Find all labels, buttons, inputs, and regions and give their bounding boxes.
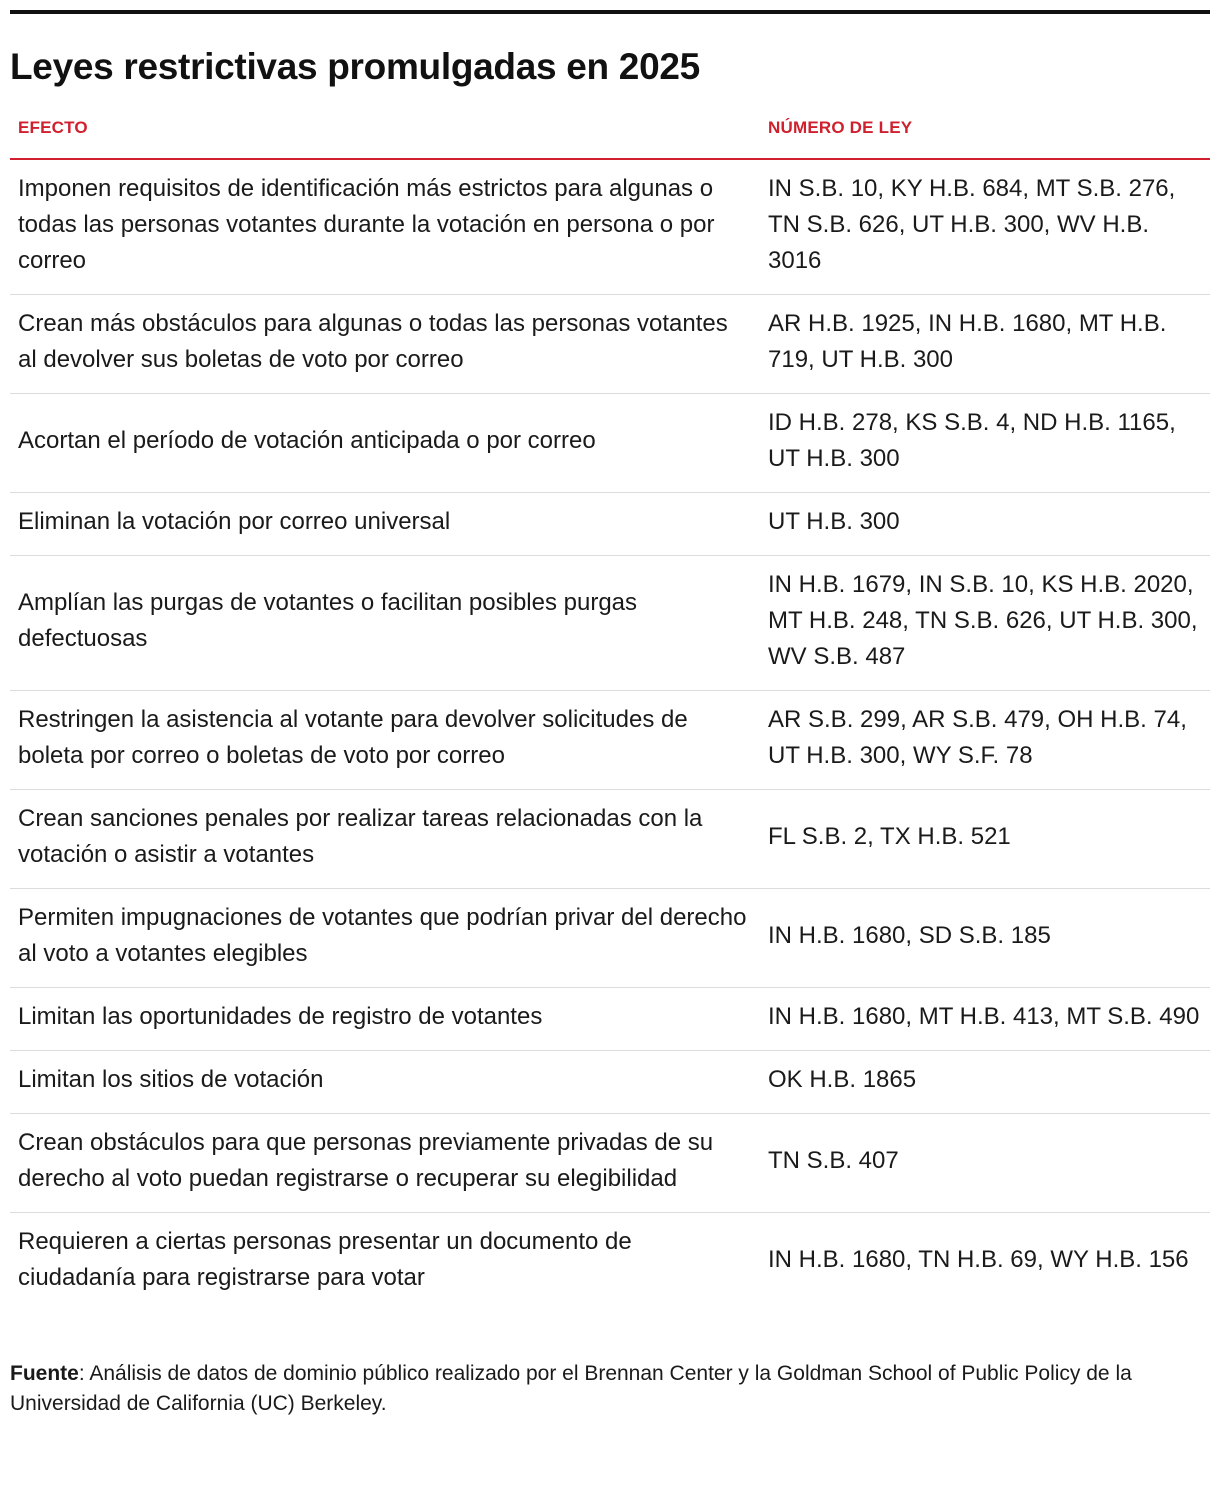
laws-cell: UT H.B. 300 [760,493,1210,556]
effect-cell: Requieren a ciertas personas presentar un documento de ciudadanía para registrarse para votar [18,1228,632,1291]
effect-cell: Limitan los sitios de votación [10,1051,760,1114]
table-row [10,988,1210,1051]
laws-cell: IN H.B. 1680, TN H.B. 69, WY H.B. 156 [768,1246,1189,1273]
header-effect: EFECTO [10,98,760,159]
effect-cell: Imponen requisitos de identificación más estrictos para algunas o todas las personas votantes durante la votación en persona o por correo [10,159,760,295]
laws-cell: AR S.B. 299, AR S.B. 479, OH H.B. 74, UT H.B. 300, WY S.F. 78 [760,691,1210,790]
laws-cell: IN H.B. 1680, SD S.B. 185 [760,889,1210,988]
table-row [10,394,1210,493]
source-label: Fuente [10,1362,79,1385]
laws-cell: IN H.B. 1679, IN S.B. 10, KS H.B. 2020, MT H.B. 248, TN S.B. 626, UT H.B. 300, WV S.B. 487 [760,556,1210,691]
laws-cell: ID H.B. 278, KS S.B. 4, ND H.B. 1165, UT H.B. 300 [760,394,1210,493]
effect-cell: Acortan el período de votación anticipada o por correo [10,394,760,493]
table-row [10,295,1210,394]
table-header-row [10,98,1210,159]
laws-cell: IN S.B. 10, KY H.B. 684, MT S.B. 276, TN S.B. 626, UT H.B. 300, WV H.B. 3016 [760,159,1210,295]
effect-cell: Restringen la asistencia al votante para devolver solicitudes de boleta por correo o boletas de voto por correo [10,691,760,790]
table-row [10,159,1210,295]
table-row [10,790,1210,889]
laws-cell: FL S.B. 2, TX H.B. 521 [760,790,1210,889]
laws-cell: IN H.B. 1680, MT H.B. 413, MT S.B. 490 [760,988,1210,1051]
effect-cell: Crean obstáculos para que personas previamente privadas de su derecho al voto puedan registrarse o recuperar su elegibilidad [10,1114,760,1213]
effect-cell: Amplían las purgas de votantes o facilitan posibles purgas defectuosas [10,556,760,691]
laws-cell: TN S.B. 407 [760,1114,1210,1213]
table-row [10,556,1210,691]
table-row [10,889,1210,988]
laws-cell: OK H.B. 1865 [760,1051,1210,1114]
table-row [10,1213,1210,1312]
table-row [10,1114,1210,1213]
effect-cell: Eliminan la votación por correo universal [10,493,760,556]
laws-table [10,98,1210,1311]
source-text: : Análisis de datos de dominio público realizado por el Brennan Center y la Goldman School of Public Policy de la Universidad de California (UC) Berkeley. [10,1362,1132,1415]
source-note [10,1359,1190,1419]
effect-cell: Crean sanciones penales por realizar tareas relacionadas con la votación o asistir a votantes [10,790,760,889]
table-row [10,493,1210,556]
effect-cell: Permiten impugnaciones de votantes que podrían privar del derecho al voto a votantes elegibles [10,889,760,988]
page [10,10,1210,1419]
page-title: Leyes restrictivas promulgadas en 2025 [10,46,700,87]
table-row [10,691,1210,790]
header-law-number: NÚMERO DE LEY [760,98,1210,159]
effect-cell: Crean más obstáculos para algunas o todas las personas votantes al devolver sus boletas de voto por correo [10,295,760,394]
table-row [10,1051,1210,1114]
laws-cell: AR H.B. 1925, IN H.B. 1680, MT H.B. 719, UT H.B. 300 [760,295,1210,394]
effect-cell: Limitan las oportunidades de registro de votantes [10,988,760,1051]
